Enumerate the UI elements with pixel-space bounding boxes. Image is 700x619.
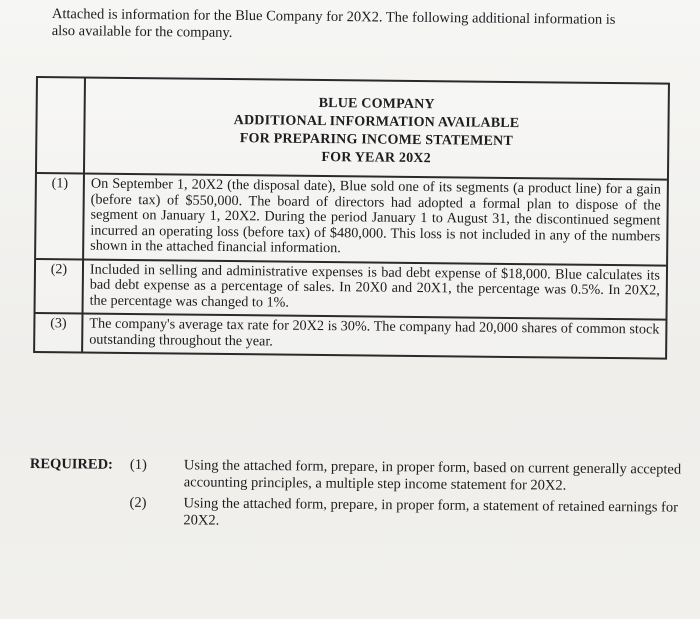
item-text: Included in selling and administrative expenses is bad debt expense of $18,000. Blue calculates its bad debt expense as a percentage of sales. In 20X0 and 20X1, the percentage was 0.5%. In 20X2, the percentage was changed to 1%. [89, 261, 661, 311]
required-item [30, 456, 690, 496]
table-header [85, 79, 668, 179]
intro-paragraph [52, 6, 672, 46]
table-row [36, 172, 667, 264]
table-header-row [37, 78, 668, 179]
required-number: (1) [129, 456, 147, 474]
item-number: (3) [35, 314, 83, 352]
required-section [29, 456, 690, 534]
intro-line-1: Attached is information for the Blue Company for 20X2. The following additional information is [51, 6, 616, 28]
required-text: Using the attached form, prepare, in proper form, based on current generally accepted accounting principles, a multiple step income statement for 20X2. [183, 457, 682, 494]
additional-info-table [33, 76, 670, 360]
required-item [29, 494, 689, 534]
header-num-cell [37, 78, 86, 172]
header-line-1: BLUE COMPANY [318, 95, 435, 113]
item-number: (2) [36, 260, 85, 313]
intro-line-2: also available for the company. [51, 22, 233, 41]
item-number: (1) [36, 174, 85, 258]
table-row [35, 312, 665, 358]
header-line-2: ADDITIONAL INFORMATION AVAILABLE [233, 113, 520, 132]
required-number: (2) [129, 494, 147, 512]
required-text: Using the attached form, prepare, in proper form, a statement of retained earnings for 20X2. [183, 495, 679, 529]
required-label: REQUIRED: [29, 456, 113, 473]
header-line-3: FOR PREPARING INCOME STATEMENT [239, 131, 514, 149]
table-row [36, 258, 667, 319]
item-text: On September 1, 20X2 (the disposal date), Blue sold one of its segments (a product line) for a gain (before tax) of $550,000. The board of directors had adopted a formal plan to dispose of the segment on January 1, 20X2. During the period January 1 to August 31, the discontinued segment incurred an operating loss (before tax) of $480,000. This loss is not included in any of the numbers shown in the attached financial information. [90, 175, 661, 257]
item-text: The company's average tax rate for 20X2 is 30%. The company had 20,000 shares of common stock outstanding throughout the year. [89, 315, 660, 349]
header-line-4: FOR YEAR 20X2 [321, 149, 431, 167]
